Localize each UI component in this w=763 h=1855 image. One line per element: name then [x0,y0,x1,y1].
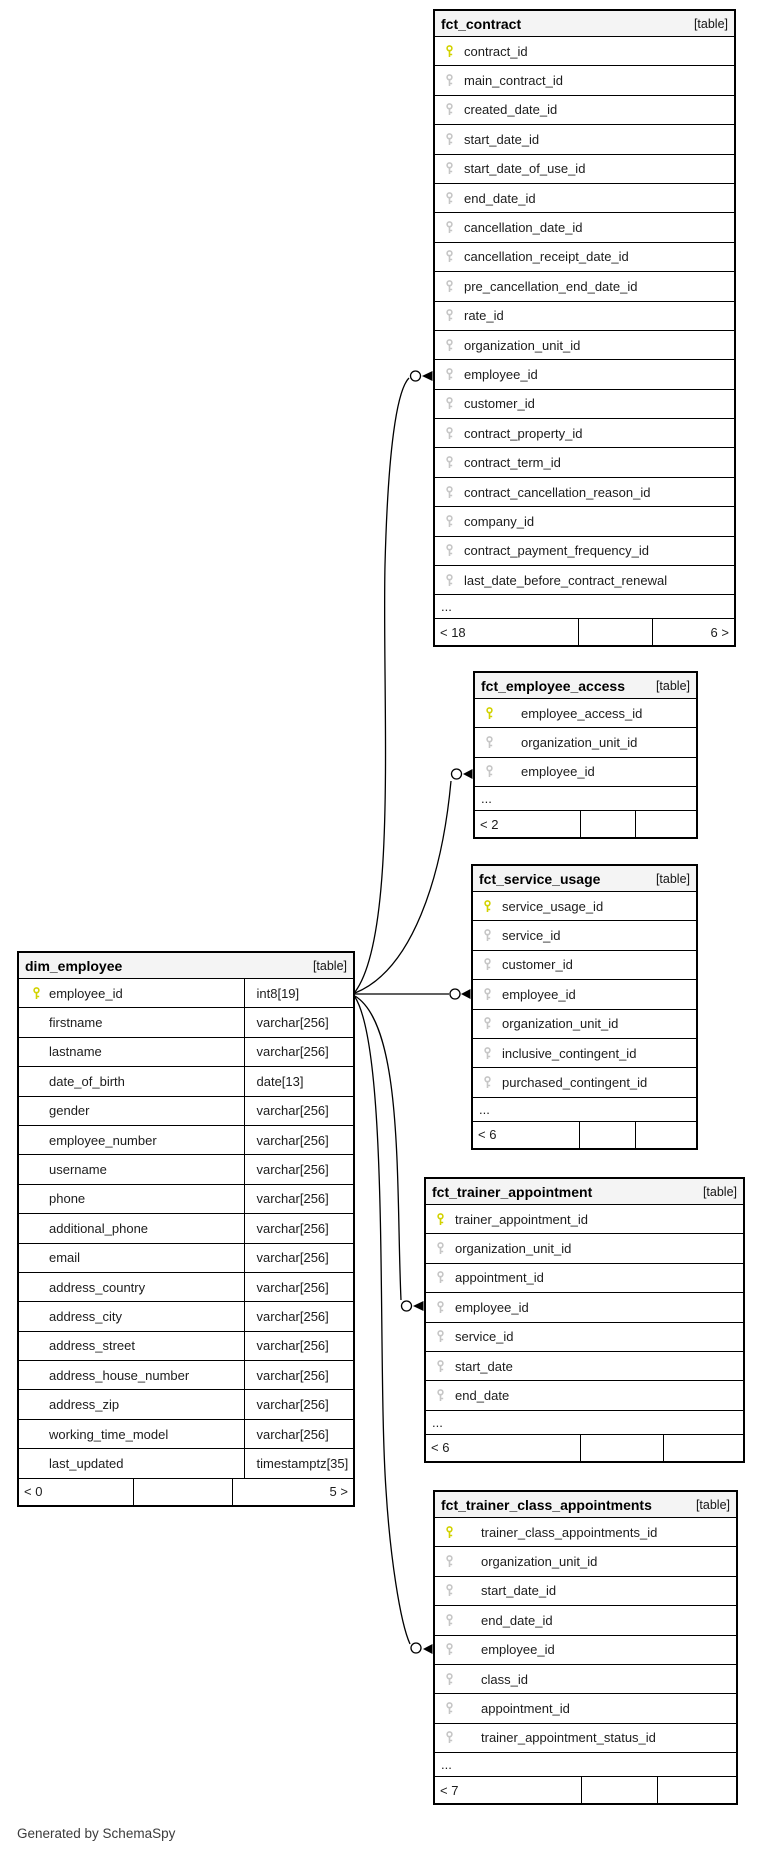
foreign-key-icon [444,1731,455,1744]
foreign-key-icon [482,929,493,942]
column-row-dim_employee-email [19,1244,353,1273]
column-name-cell [31,1244,245,1272]
no-key-spacer [31,1192,42,1205]
column-name: trainer_class_appointments_id [481,1524,658,1540]
column-name-cell [31,1332,245,1360]
primary-key-icon [435,1213,446,1226]
column-type: date[13] [256,1073,304,1089]
table-fct_contract [433,9,736,647]
foreign-key-icon [435,1242,446,1255]
foreign-key-icon [444,221,455,234]
column-name: end_date_id [464,190,536,206]
foreign-key-icon [444,74,455,87]
column-row-fct_contract-contract_id [435,37,734,66]
column-name: address_country [49,1279,146,1295]
column-row-fct_trainer_appointment-appointment_id [426,1264,743,1293]
more-columns-ellipsis: ... [435,595,734,619]
column-row-dim_employee-address_city [19,1302,353,1331]
footer-spacer-cell [581,811,636,837]
edge-line [355,378,409,992]
column-name: rate_id [464,308,504,324]
column-name: employee_id [455,1299,529,1315]
column-type: int8[19] [256,985,300,1001]
column-row-dim_employee-phone [19,1185,353,1214]
column-row-fct_service_usage-employee_id [473,980,696,1009]
column-name-cell [31,979,245,1007]
edge-line [355,997,410,1644]
column-row-fct_contract-customer_id [435,390,734,419]
column-name: organization_unit_id [464,337,581,353]
foreign-key-icon [444,1584,455,1597]
column-name: cancellation_receipt_date_id [464,249,629,265]
column-row-fct_contract-start_date_id [435,125,734,154]
table-fct_employee_access [473,671,698,839]
column-type: varchar[256] [256,1250,329,1266]
column-name-cell [31,1449,245,1477]
foreign-key-icon [435,1330,446,1343]
column-row-fct_contract-contract_payment_frequency_id [435,537,734,566]
no-key-spacer [31,1251,42,1264]
column-name-cell [31,1097,245,1125]
column-row-fct_service_usage-organization_unit_id [473,1010,696,1039]
column-row-fct_trainer_class_appointments-trainer_appointment_status_id [435,1724,736,1753]
column-row-fct_employee_access-organization_unit_id [475,728,696,757]
column-name: address_street [49,1338,135,1354]
more-columns-ellipsis: ... [435,1753,736,1777]
foreign-key-icon [482,958,493,971]
column-name: employee_id [521,764,595,780]
column-type: varchar[256] [256,1044,329,1060]
table-name-fct_service_usage[interactable]: fct_service_usage [479,870,601,887]
column-name-cell [31,1038,245,1066]
edge-zero-circle [411,1643,421,1653]
column-name: username [49,1162,107,1178]
column-row-fct_trainer_class_appointments-trainer_class_appointments_id [435,1518,736,1547]
column-row-fct_trainer_class_appointments-employee_id [435,1636,736,1665]
column-type: varchar[256] [256,1279,329,1295]
more-columns-ellipsis: ... [473,1098,696,1122]
table-header-fct_service_usage [473,866,696,892]
column-type: varchar[256] [256,1162,329,1178]
column-name: address_city [49,1308,122,1324]
table-header-dim_employee [19,953,353,979]
column-type: varchar[256] [256,1367,329,1383]
column-name: appointment_id [455,1270,544,1286]
column-row-fct_contract-contract_term_id [435,448,734,477]
table-name-dim_employee[interactable]: dim_employee [25,957,123,974]
column-name: main_contract_id [464,73,563,89]
edge-arrowhead-icon [422,371,433,381]
children-count: < 2 [475,811,581,837]
foreign-key-icon [444,133,455,146]
column-name-cell [31,1155,245,1183]
column-name-cell [31,1390,245,1418]
foreign-key-icon [444,486,455,499]
table-type-badge: [table] [693,16,728,31]
column-row-fct_contract-main_contract_id [435,66,734,95]
foreign-key-icon [444,1673,455,1686]
foreign-key-icon [444,1614,455,1627]
column-row-fct_trainer_class_appointments-class_id [435,1665,736,1694]
foreign-key-icon [435,1301,446,1314]
column-name-cell [31,1067,245,1095]
column-row-fct_contract-created_date_id [435,96,734,125]
foreign-key-icon [484,765,495,778]
column-row-dim_employee-address_house_number [19,1361,353,1390]
column-row-fct_trainer_appointment-trainer_appointment_id [426,1205,743,1234]
primary-key-icon [482,900,493,913]
column-name: organization_unit_id [521,735,638,751]
column-name: phone [49,1191,86,1207]
edge-zero-circle [411,371,421,381]
column-row-fct_trainer_class_appointments-appointment_id [435,1694,736,1723]
foreign-key-icon [444,103,455,116]
edge-dim_employee-to-fct_trainer_class_appointments [355,997,433,1654]
table-header-fct_contract [435,11,734,37]
column-name: firstname [49,1015,103,1031]
column-name: address_house_number [49,1367,190,1383]
column-type: varchar[256] [256,1397,329,1413]
children-count: < 6 [473,1122,580,1148]
parents-count [636,811,696,837]
edge-arrowhead-icon [423,1644,433,1654]
table-footer-fct_trainer_appointment [426,1435,743,1461]
table-fct_service_usage [471,864,698,1150]
foreign-key-icon [444,339,455,352]
edge-dim_employee-to-fct_service_usage [355,989,471,999]
column-row-fct_trainer_appointment-service_id [426,1323,743,1352]
children-count: < 0 [19,1479,134,1505]
column-type: varchar[256] [256,1220,329,1236]
column-name: lastname [49,1044,102,1060]
table-header-fct_trainer_appointment [426,1179,743,1205]
column-row-fct_contract-contract_cancellation_reason_id [435,478,734,507]
foreign-key-icon [482,1047,493,1060]
table-type-badge: [table] [655,678,690,693]
column-row-fct_service_usage-customer_id [473,951,696,980]
column-name: purchased_contingent_id [502,1075,648,1091]
table-type-badge: [table] [312,958,347,973]
column-name: employee_id [502,986,576,1002]
no-key-spacer [31,1310,42,1323]
no-key-spacer [31,1045,42,1058]
edge-dim_employee-to-fct_employee_access [355,769,473,993]
column-name: working_time_model [49,1426,169,1442]
column-row-fct_trainer_class_appointments-organization_unit_id [435,1547,736,1576]
column-name: gender [49,1103,90,1119]
foreign-key-icon [444,574,455,587]
column-row-fct_trainer_appointment-end_date [426,1381,743,1410]
column-name: start_date_id [464,131,540,147]
column-name: end_date_id [481,1612,553,1628]
column-name: company_id [464,513,535,529]
column-row-fct_contract-company_id [435,507,734,536]
table-fct_trainer_appointment [424,1177,745,1463]
column-row-dim_employee-last_updated [19,1449,353,1478]
column-row-dim_employee-employee_id [19,979,353,1008]
more-columns-ellipsis: ... [475,787,696,811]
edge-dim_employee-to-fct_contract [355,371,433,992]
column-name: employee_id [49,985,123,1001]
children-count: < 18 [435,619,579,645]
column-name: cancellation_date_id [464,220,583,236]
column-row-fct_service_usage-purchased_contingent_id [473,1068,696,1097]
foreign-key-icon [482,988,493,1001]
table-type-badge: [table] [695,1497,730,1512]
column-name-cell [31,1008,245,1036]
column-row-fct_contract-cancellation_receipt_date_id [435,243,734,272]
parents-count [658,1777,736,1803]
edge-arrowhead-icon [461,989,471,999]
table-name-fct_employee_access[interactable]: fct_employee_access [481,677,625,694]
no-key-spacer [31,1016,42,1029]
no-key-spacer [31,1075,42,1088]
column-name: employee_access_id [521,705,643,721]
footer-spacer-cell [580,1122,636,1148]
column-row-dim_employee-date_of_birth [19,1067,353,1096]
table-fct_trainer_class_appointments [433,1490,738,1805]
table-name-fct_trainer_appointment[interactable]: fct_trainer_appointment [432,1183,593,1200]
column-name: employee_id [481,1642,555,1658]
parents-count [636,1122,696,1148]
column-name: start_date_id [481,1583,557,1599]
column-row-fct_trainer_class_appointments-start_date_id [435,1577,736,1606]
foreign-key-icon [482,1076,493,1089]
column-row-dim_employee-firstname [19,1008,353,1037]
column-name: additional_phone [49,1220,149,1236]
column-name: last_date_before_contract_renewal [464,572,668,588]
column-row-fct_trainer_class_appointments-end_date_id [435,1606,736,1635]
generated-by-note: Generated by SchemaSpy [17,1826,176,1841]
foreign-key-icon [444,427,455,440]
children-count: < 6 [426,1435,581,1461]
table-name-fct_contract[interactable]: fct_contract [441,15,522,32]
column-row-fct_trainer_appointment-start_date [426,1352,743,1381]
parents-count: 6 > [710,624,729,640]
footer-spacer-cell [579,619,654,645]
column-type: timestamptz[35] [256,1455,349,1471]
no-key-spacer [31,1134,42,1147]
column-row-fct_trainer_appointment-organization_unit_id [426,1234,743,1263]
foreign-key-icon [444,1702,455,1715]
column-name: organization_unit_id [455,1241,572,1257]
no-key-spacer [31,1281,42,1294]
no-key-spacer [31,1398,42,1411]
column-row-fct_contract-rate_id [435,302,734,331]
foreign-key-icon [444,250,455,263]
column-row-fct_contract-last_date_before_contract_renewal [435,566,734,595]
column-name: start_date_of_use_id [464,161,586,177]
column-name: email [49,1250,81,1266]
parents-count: 5 > [329,1484,348,1500]
no-key-spacer [31,1339,42,1352]
column-name: created_date_id [464,102,558,118]
parents-count [664,1435,743,1461]
column-name: inclusive_contingent_id [502,1045,637,1061]
column-name: address_zip [49,1397,120,1413]
table-header-fct_employee_access [475,673,696,699]
edge-arrowhead-icon [463,769,473,779]
no-key-spacer [31,1163,42,1176]
column-row-dim_employee-working_time_model [19,1420,353,1449]
column-row-fct_contract-start_date_of_use_id [435,155,734,184]
foreign-key-icon [435,1389,446,1402]
column-row-dim_employee-address_country [19,1273,353,1302]
column-type: varchar[256] [256,1338,329,1354]
column-row-dim_employee-employee_number [19,1126,353,1155]
table-footer-fct_trainer_class_appointments [435,1777,736,1803]
foreign-key-icon [444,368,455,381]
column-name: organization_unit_id [502,1016,619,1032]
no-key-spacer [31,1222,42,1235]
children-count: < 7 [435,1777,582,1803]
column-name: contract_cancellation_reason_id [464,484,651,500]
column-row-fct_contract-pre_cancellation_end_date_id [435,272,734,301]
foreign-key-icon [444,280,455,293]
column-row-dim_employee-additional_phone [19,1214,353,1243]
no-key-spacer [31,1457,42,1470]
column-name-cell [31,1126,245,1154]
foreign-key-icon [444,544,455,557]
column-type: varchar[256] [256,1308,329,1324]
table-type-badge: [table] [655,871,690,886]
no-key-spacer [31,1428,42,1441]
footer-spacer-cell [582,1777,657,1803]
column-name-cell [31,1302,245,1330]
foreign-key-icon [435,1271,446,1284]
column-name-cell [31,1361,245,1389]
table-footer-fct_service_usage [473,1122,696,1148]
column-name: contract_term_id [464,455,561,471]
edge-dim_employee-to-fct_trainer_appointment [355,996,424,1311]
primary-key-icon [444,1526,455,1539]
column-row-dim_employee-gender [19,1097,353,1126]
column-row-dim_employee-lastname [19,1038,353,1067]
column-name-cell [31,1420,245,1448]
column-row-dim_employee-address_street [19,1332,353,1361]
column-type: varchar[256] [256,1015,329,1031]
foreign-key-icon [444,397,455,410]
column-name: pre_cancellation_end_date_id [464,278,638,294]
column-row-fct_contract-end_date_id [435,184,734,213]
column-type: varchar[256] [256,1426,329,1442]
column-name-cell [31,1214,245,1242]
column-name: customer_id [502,957,573,973]
column-row-fct_contract-organization_unit_id [435,331,734,360]
column-name: organization_unit_id [481,1554,598,1570]
column-name: trainer_appointment_status_id [481,1730,656,1746]
column-name-cell [31,1273,245,1301]
column-row-fct_contract-employee_id [435,360,734,389]
column-name-cell [31,1185,245,1213]
column-name: end_date [455,1388,510,1404]
foreign-key-icon [444,192,455,205]
primary-key-icon [444,45,455,58]
column-name: start_date [455,1358,513,1374]
column-name: service_id [455,1329,514,1345]
column-name: employee_number [49,1132,157,1148]
table-name-fct_trainer_class_appointments[interactable]: fct_trainer_class_appointments [441,1496,652,1513]
edge-arrowhead-icon [413,1301,424,1311]
column-name: trainer_appointment_id [455,1211,588,1227]
primary-key-icon [484,707,495,720]
column-name: service_id [502,928,561,944]
foreign-key-icon [444,162,455,175]
table-dim_employee [17,951,355,1507]
foreign-key-icon [435,1360,446,1373]
column-name: last_updated [49,1455,124,1471]
column-name: employee_id [464,366,538,382]
footer-spacer-cell [581,1435,663,1461]
no-key-spacer [31,1104,42,1117]
column-name: date_of_birth [49,1073,125,1089]
column-row-fct_employee_access-employee_id [475,758,696,787]
more-columns-ellipsis: ... [426,1411,743,1435]
foreign-key-icon [482,1017,493,1030]
column-row-fct_employee_access-employee_access_id [475,699,696,728]
column-type: varchar[256] [256,1103,329,1119]
foreign-key-icon [444,1643,455,1656]
table-type-badge: [table] [702,1184,737,1199]
column-name: contract_payment_frequency_id [464,543,650,559]
column-type: varchar[256] [256,1191,329,1207]
column-name: contract_id [464,43,528,59]
table-footer-fct_contract [435,619,734,645]
foreign-key-icon [444,309,455,322]
table-footer-fct_employee_access [475,811,696,837]
table-footer-dim_employee [19,1479,353,1505]
primary-key-icon [31,987,42,1000]
foreign-key-icon [444,456,455,469]
edge-zero-circle [402,1301,412,1311]
no-key-spacer [31,1369,42,1382]
column-name: class_id [481,1671,528,1687]
footer-spacer-cell [134,1479,233,1505]
column-row-dim_employee-address_zip [19,1390,353,1419]
column-row-fct_contract-contract_property_id [435,419,734,448]
foreign-key-icon [484,736,495,749]
edge-zero-circle [452,769,462,779]
column-row-dim_employee-username [19,1155,353,1184]
foreign-key-icon [444,1555,455,1568]
column-row-fct_service_usage-inclusive_contingent_id [473,1039,696,1068]
table-header-fct_trainer_class_appointments [435,1492,736,1518]
column-name: contract_property_id [464,425,583,441]
column-name: appointment_id [481,1701,570,1717]
column-type: varchar[256] [256,1132,329,1148]
foreign-key-icon [444,515,455,528]
column-name: service_usage_id [502,898,604,914]
column-row-fct_contract-cancellation_date_id [435,213,734,242]
column-name: customer_id [464,396,535,412]
column-row-fct_service_usage-service_usage_id [473,892,696,921]
column-row-fct_service_usage-service_id [473,921,696,950]
edge-zero-circle [450,989,460,999]
column-row-fct_trainer_appointment-employee_id [426,1293,743,1322]
